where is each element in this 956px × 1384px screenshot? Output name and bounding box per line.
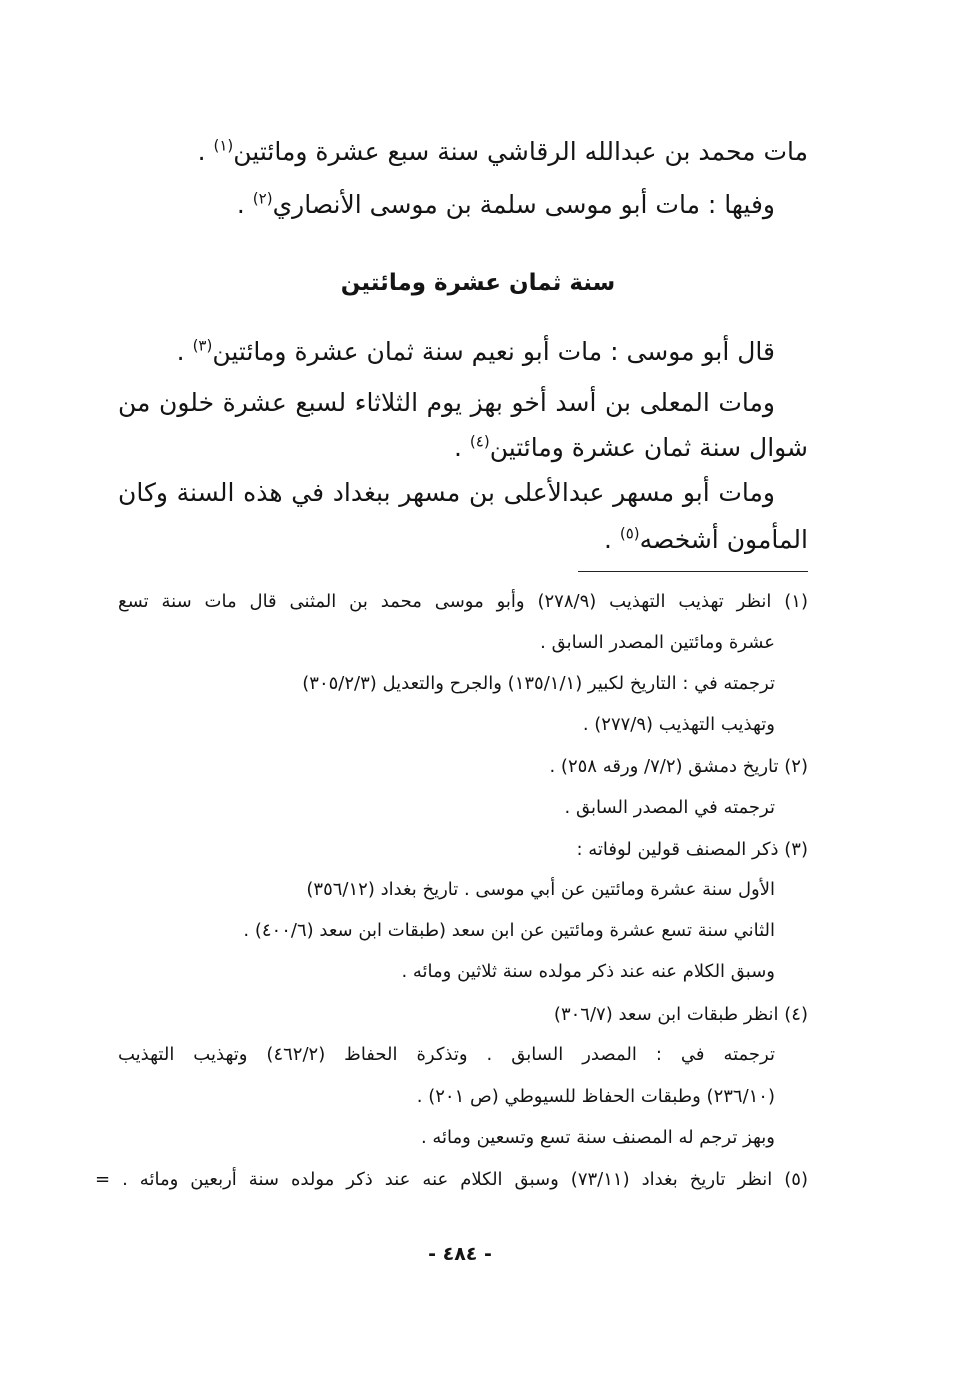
footnote-marker: (٥) (619, 524, 640, 543)
page-number: - ٤٨٤ - (428, 1243, 492, 1265)
footnote-marker: (٤) (469, 432, 490, 451)
footnote-line: الأول سنة عشرة ومائتين عن أبي موسى . تاريخ بغداد (٣٥٦/١٢) (306, 879, 775, 900)
line-end: . (236, 190, 253, 219)
footnote-line: (٣) ذكر المصنف قولين لوفاته : (576, 839, 808, 860)
body-text: مات محمد بن عبدالله الرقاشي سنة سبع عشرة ومائتين (233, 137, 808, 166)
body-text: شوال سنة ثمان عشرة ومائتين (489, 433, 808, 462)
footnote-marker: (٣) (192, 336, 213, 355)
body-text: المأمون أشخصه (639, 525, 808, 554)
body-text: قال أبو موسى : مات أبو نعيم سنة ثمان عشرة ومائتين (212, 337, 775, 366)
footnote-line: (٢) تاريخ دمشق (٧/٢/ ورقه ٢٥٨) . (549, 756, 808, 777)
footnote-line: (٤) انظر طبقات ابن سعد (٣٠٦/٧) (553, 1004, 808, 1025)
footnote-marker: (١) (213, 136, 234, 155)
footnote-line: (٢٣٦/١٠) وطبقات الحفاظ للسيوطي (ص ٢٠١) . (416, 1086, 775, 1107)
line-end: . (454, 433, 470, 462)
line-end: . (176, 337, 193, 366)
line-end: . (197, 137, 214, 166)
body-text: وفيها : مات أبو موسى سلمة بن موسى الأنصاري (272, 190, 775, 219)
footnote-line: ترجمته في : المصدر السابق . وتذكرة الحفاظ (٤٦٢/٢) وتهذيب التهذيب (118, 1044, 775, 1065)
line-end: . (603, 525, 620, 554)
footnote-line: ترجمته في : التاريخ لكبير (١٣٥/١/١) والجرح والتعديل (٣٠٥/٢/٣) (302, 673, 775, 694)
footnote-marker: (٢) (252, 189, 273, 208)
footnote-line: (١) انظر تهذيب التهذيب (٢٧٨/٩) وأبو موسى محمد بن المثنى قال مات سنة تسع (118, 591, 808, 612)
body-line (118, 332, 775, 372)
footnote-line: وتهذيب التهذيب (٢٧٧/٩) . (582, 714, 775, 735)
footnote-line: وسبق الكلام عنه عند ذكر مولده سنة ثلاثين ومائه . (401, 961, 775, 982)
body-line: ومات المعلى بن أسد أخو بهز يوم الثلاثاء لسبع عشرة خلون من (118, 388, 775, 417)
section-heading: سنة ثمان عشرة ومائتين (340, 270, 616, 296)
footnote-separator (578, 571, 808, 572)
body-line: ومات أبو مسهر عبدالأعلى بن مسهر ببغداد في هذه السنة وكان (118, 478, 775, 507)
body-line (118, 185, 775, 225)
footnote-line: (٥) انظر تاريخ بغداد (٧٣/١١) وسبق الكلام عنه عند ذكر مولده سنة أربعين ومائه . = (95, 1169, 808, 1190)
body-line (118, 132, 808, 172)
body-line (118, 520, 808, 560)
footnote-line: الثاني سنة تسع عشرة ومائتين عن ابن سعد (طبقات ابن سعد (٤٠٠/٦) . (243, 920, 775, 941)
body-line (118, 428, 808, 468)
footnote-line: وبهز ترجم له المصنف سنة تسع وتسعين ومائه . (420, 1127, 775, 1148)
footnote-line: ترجمته في المصدر السابق . (564, 797, 775, 818)
footnote-line: عشرة ومائتين المصدر السابق . (540, 632, 775, 653)
